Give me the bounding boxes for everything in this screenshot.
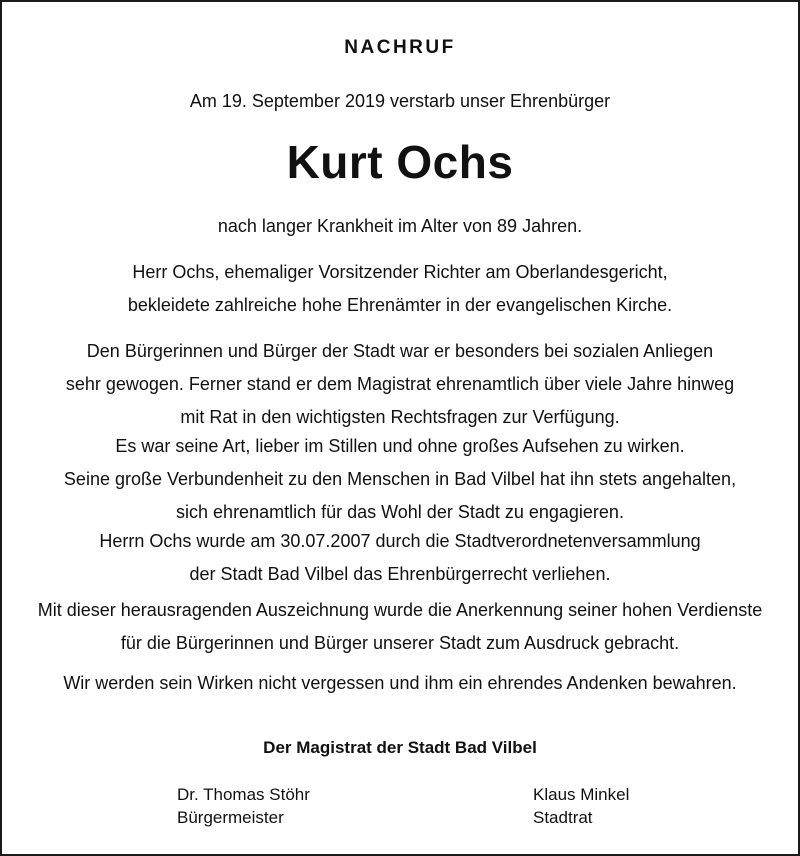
council-signature: Der Magistrat der Stadt Bad Vilbel xyxy=(263,738,537,757)
paragraph-line: Den Bürgerinnen und Bürger der Stadt war er besonders bei sozialen Anliegen xyxy=(86,341,714,361)
paragraph-career xyxy=(2,256,798,322)
paragraph-line: Seine große Verbundenheit zu den Menschen in Bad Vilbel hat ihn stets angehalten, xyxy=(63,469,737,489)
notice-heading: NACHRUF xyxy=(344,37,456,58)
intro-line: Am 19. September 2019 verstarb unser Ehrenbürger xyxy=(189,91,611,111)
paragraph-line: Mit dieser herausragenden Auszeichnung wurde die Anerkennung seiner hohen Verdienste xyxy=(37,600,763,620)
paragraph-recognition xyxy=(2,594,798,660)
paragraph-line: Herr Ochs, ehemaliger Vorsitzender Richter am Oberlandesgericht, xyxy=(132,262,668,282)
paragraph-line: Wir werden sein Wirken nicht vergessen und ihm ein ehrendes Andenken bewahren. xyxy=(63,673,737,693)
signer-mayor xyxy=(177,783,310,829)
signer-title: Bürgermeister xyxy=(177,808,284,827)
paragraph-line: sehr gewogen. Ferner stand er dem Magistrat ehrenamtlich über viele Jahre hinweg xyxy=(65,374,735,394)
paragraph-character xyxy=(2,430,798,529)
signer-title: Stadtrat xyxy=(533,808,593,827)
paragraph-remembrance xyxy=(2,667,798,700)
paragraph-line: sich ehrenamtlich für das Wohl der Stadt zu engagieren. xyxy=(176,502,624,522)
signer-name: Klaus Minkel xyxy=(533,785,630,804)
deceased-name: Kurt Ochs xyxy=(286,136,514,188)
signer-councillor xyxy=(533,783,629,829)
paragraph-honorary-citizenship xyxy=(2,525,798,591)
paragraph-line: Herrn Ochs wurde am 30.07.2007 durch die Stadtverordnetenversammlung xyxy=(99,531,701,551)
paragraph-line: Es war seine Art, lieber im Stillen und ohne großes Aufsehen zu wirken. xyxy=(115,436,685,456)
paragraph-line: bekleidete zahlreiche hohe Ehrenämter in der evangelischen Kirche. xyxy=(127,295,673,315)
age-line: nach langer Krankheit im Alter von 89 Jahren. xyxy=(217,216,583,236)
paragraph-line: mit Rat in den wichtigsten Rechtsfragen zur Verfügung. xyxy=(180,407,620,427)
paragraph-line: für die Bürgerinnen und Bürger unserer Stadt zum Ausdruck gebracht. xyxy=(120,633,680,653)
paragraph-social xyxy=(2,335,798,434)
signer-name: Dr. Thomas Stöhr xyxy=(177,785,310,804)
paragraph-line: der Stadt Bad Vilbel das Ehrenbürgerrecht verliehen. xyxy=(189,564,611,584)
